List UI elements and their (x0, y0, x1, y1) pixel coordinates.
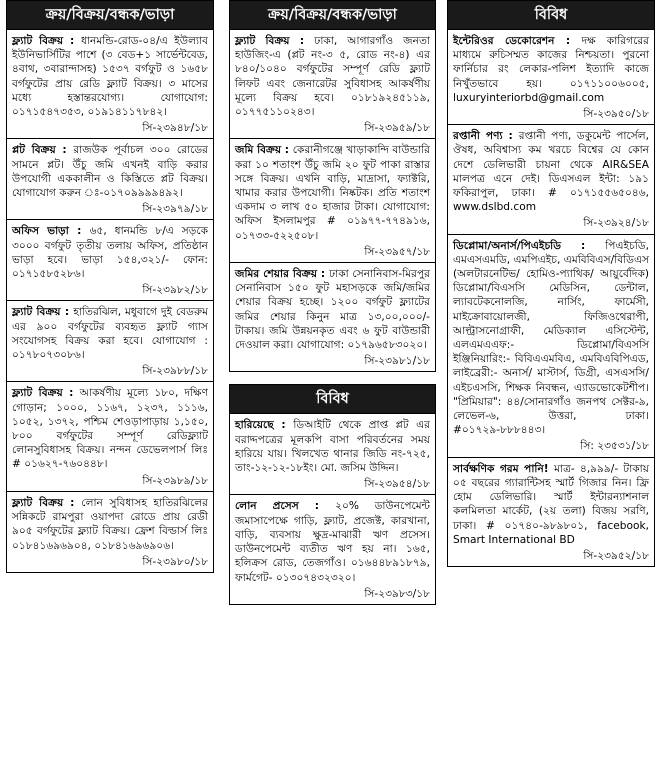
ad-title: প্লট বিক্রয় : (12, 144, 74, 157)
ad-title: রপ্তানী পণ্য : (453, 130, 519, 143)
ad-body: ডিআইটি থেকে প্রাপ্ত প্লট এর বরাদ্দপত্রের মূলকপি বাসা পরিবর্তনের সময় হারিয়ে যায়। খিলখেত থানার জিডি নং-৭২৫, তাং-১২-১২-১৮ইং। মো. জসিম উদ্দিন। (235, 419, 430, 475)
classifieds-column-1 (6, 0, 214, 573)
ad-body: আকর্ষণীয় মূল্যে ১৮০, দক্ষিণ গোড়ান; ১০০০, ১১৬৭, ১২৩৭, ১১১৬, ১০৫২, ১৩৭২, পশ্চিম শেওড়াপাড়ায় ১,১৫০, ৮০০ বর্গফুটের সম্পূর্ণ রেডিফ্ল্যাট লোনসুবিধাসহ বিক্রয়। নন্দন ডেভেলপার্স লিঃ # ০১৬২৭-৭৬০৪৪৮। (12, 387, 208, 471)
ad-body: দক্ষ কারিগরের মাধ্যমে রুচিসম্মত কাজের নিশ্চয়তা। পুরনো ফার্নিচার রং লেকার-পলিশ ইত্যাদি কাজে নিখুঁতভাবে হয়। ০১৭১১০০৬০০৫, luxuryinteriorbd@gmail.com (453, 35, 649, 104)
ad-title: সার্বক্ষণিক গরম পানি! (453, 462, 555, 475)
ad-title: ফ্ল্যাট বিক্রয় : (12, 306, 74, 319)
ad-title: ডিপ্লোমা/অনার্স/পিএইচডি : (453, 239, 606, 252)
ad-body: রাজউক পূর্বাচল ৩০০ রোডের সামনে প্লট। উঁচু জমি এখনই বাড়ি করার উপযোগী এককালীন ও কিস্তিতে প্লট বিক্রয়। যোগাযোগ করুন ঃ-০১৭০৯৯৯৯৪৯২। (12, 144, 208, 200)
ad-code: সি-২৩৯৭৯/১৮ (142, 203, 208, 216)
section-header-misc: বিবিধ (447, 0, 655, 30)
ad-body: ঢাকা, আগারগাঁও জনতা হাউজিং-এ (প্লট নং-৩ ৫, রোড নং-৪) এর ৮৪০/১০৪০ বর্গফুটের সম্পূর্ণ রেডি ফ্ল্যাট লিফট এবং জেনারেটর সুবিধাসহ আকর্ষণীয় মূল্যে বিক্রয় হবে। ০১৮১৯২৪৫১১৯, ০১৭৭৫১১০২৪৩। (235, 35, 430, 119)
ad-body: রপ্তানী পণ্য, ডকুমেন্ট পার্সেল, ঔষধ, অবিশ্বাস্য কম খরচে বিশ্বের যে কোন দেশে ডেলিভারী চায়না থেকে AIR&SEA মালপত্র এনে দেই। ডিএসএল ইন্টা: ১৯১ ফকিরাপুল, ঢাকা। # ০১৭১৫৫৬৫০৪৬, www.dslbd.com (453, 130, 649, 214)
ad-code: সি-২৩৯৫৯/১৮ (364, 122, 430, 135)
ad-code: সি-২৩৯৮২/১৮ (142, 284, 208, 297)
section-header-buy-sell: ক্রয়/বিক্রয়/বন্ধক/ভাড়া (6, 0, 214, 30)
ad-body: লোন সুবিধাসহ হাতিরঝিলের সন্নিকটে রামপুরা ওয়াপদা রোডে প্রায় রেডী ৯০৫ বর্গফুটের ফ্ল্যাট বিক্রয়। ফ্রেশ বিল্ডার্স লিঃ ০১৮৪১৬৯৬৯০৪, ০১৮৪১৬৯৬৯০৬। (12, 496, 209, 552)
ad-body: পিএইচডি, এমএসএমডি, এমপিএইচ, এমবিবিএস/বিডিএস (অলটারনেটিভ/ হোমিও-প্যাথিক/ আয়ুর্বেদিক) ডিপ্লোমা/বিএসসি মেডিসিন, ডেন্টাল, ল্যাবটেকনোলজি, নার্সিং, ফার্মেসী, মাইক্রোবায়োলজী, ফিজিওথেরাপী, আল্ট্রাসনোগ্রাফী, মেডিক্যাল এসিস্টেন্ট, এলএমএএফ:- ডিপ্লোমা/বিএসসি ইঞ্জিনিয়ারিং:- বিবিএএমবিএ, এমবিএবিপিএড, লাইব্রেরী:- অনার্স/ মাস্টার্স, ডিগ্রী, এসএসসি/ এইচএসসি, শিক্ষক নিবন্ধন, এ্যাডভোকেটশীপ। "প্রিমিয়ার": ৪৪/সোনারগাঁও জনপথ সেক্টর-৯, লেভেল-৬, উত্তরা, ঢাকা। #০১৭২৯-৮৮৮৪৪৩। (453, 239, 649, 437)
classified-ad (448, 30, 654, 125)
ad-body: হাতিরঝিল, মধুবাগে দুই বেডরুম এর ৯০০ বর্গফুটের ব্যবহৃত ফ্ল্যাট গ্যাস সংযোগসহ বিক্রয় করা হবে। যোগাযোগ : ০১৭৮০৭৩০৮৬। (12, 306, 208, 362)
section-header-buy-sell: ক্রয়/বিক্রয়/বন্ধক/ভাড়া (229, 0, 436, 30)
ad-code: সি-২৩৯৫৭/১৮ (364, 245, 430, 258)
classifieds-column-3 (447, 0, 655, 567)
classifieds-column-2 (229, 0, 436, 605)
ad-code: সি-২৩৯৮১/১৮ (364, 355, 430, 368)
column-gap (229, 372, 436, 384)
ad-title: ফ্ল্যাট বিক্রয় : (12, 35, 82, 47)
classified-ad (448, 458, 654, 566)
classified-ad (230, 30, 435, 139)
classified-ad (7, 492, 213, 572)
classified-ad (7, 301, 213, 382)
ad-title: জমির শেয়ার বিক্রয় : (235, 268, 330, 281)
ad-code: সি: ২৩৫৩১/১৮ (580, 440, 649, 453)
classified-ad (230, 263, 435, 371)
ad-title: হারিয়েছে : (235, 419, 294, 432)
classified-ad (230, 414, 435, 495)
ad-code: সি-২৩৯৪৮/১৮ (142, 122, 208, 135)
ad-body: ৬৫, ধানমন্ডি ৮/এ সড়কে ৩০০০ বর্গফুট তৃতীয় তলায় অফিস, প্রতিষ্ঠান ভাড়া হবে। ভাড়া ১৫৪,৩২১/- ফোন: ০১৭১৫৮৫২৮৬। (12, 225, 208, 281)
ad-code: সি-২৩৯৮৮/১৮ (142, 365, 208, 378)
ads-box (447, 30, 655, 567)
classified-ad (7, 139, 213, 220)
classified-ad (7, 30, 213, 139)
classified-ad (230, 139, 435, 263)
ad-code: সি-২৩৯৫৪/১৮ (364, 478, 430, 491)
ad-title: ফ্ল্যাট বিক্রয় : (12, 387, 80, 400)
classified-ad (230, 495, 435, 603)
ad-title: লোন প্রসেস : (235, 500, 336, 513)
classified-ad (7, 382, 213, 491)
ad-code: সি-২৩৯৫০/১৮ (583, 108, 649, 121)
ads-box (6, 30, 214, 573)
ad-code: সি-২৩৯৫২/১৮ (583, 549, 649, 562)
ad-code: সি-২৩৯৮৩/১৮ (364, 587, 430, 600)
ads-box (229, 30, 436, 372)
ad-body: ধানমন্ডি-রোড-০৪/এ ইউল্যাব ইউনিভার্সিটির পাশে (৩ বেড+১ সার্ভেন্টবেড, ৪বাথ, ৩বারান্দাসহ) ১৫৩৭ বর্গফুট ও ১৬৫৮ বর্গফুটের প্রায় রেডি ফ্ল্যাট বিক্রয়। ৩ মাসের মধ্যে হস্তান্তরযোগ্য। যোগাযোগ: ০১৭১৫৪৭৩৫৩, ০১৯১৪১১৭৮৪২। (12, 35, 208, 119)
ads-box (229, 414, 436, 604)
ad-title: অফিস ভাড়া : (12, 225, 90, 238)
ad-body: মাত্র- ৪,৯৯৯/- টাকায় ০৫ বছরের গ্যারান্টিসহ স্মার্ট গিজার নিন। ফ্রি হোম ডেলিভারি। স্মার্ট ইন্টারন্যাশনাল কলমিলতা মার্কেট, (২য় তলা) বিজয় সরণি, ঢাকা। # ০১৭৪০-৯৮৯৮০১, facebook, Smart International BD (453, 462, 649, 546)
ad-title: জমি বিক্রয় : (235, 144, 293, 157)
ad-title: ইন্টেরিওর ডেকোরেশন : (453, 35, 582, 47)
ad-body: ২০% ডাউনপেমেন্ট জমাসাপেক্ষে গাড়ি, ফ্ল্যাট, প্রজেক্ট, কারখানা, বাড়ি, ব্যবসায় ক্ষুদ্র-মাঝারী ঋণ প্রসেস। ডাউনপেমেন্ট ব্যতীত ঋণ হয় না। ১৬৫, হলিক্রস রোড, তেজগাঁও। ০১৬৪৪৮৯১৮৭৯, ফার্মগেট- ০১৩০৭৪৩২৩২০। (235, 500, 430, 584)
ad-code: সি-২৩৯২৪/১৮ (583, 217, 649, 230)
ad-code: সি-২৩৯৮৯/১৮ (142, 474, 208, 487)
ad-code: সি-২৩৯৮০/১৮ (142, 555, 208, 568)
ad-body: কেরানীগঞ্জে খাড়াকান্দি বাউন্ডারি করা ১০ শতাংশ উঁচু জমি ২০ ফুট পাকা রাস্তার সঙ্গে বিক্রয়। এখনি বাড়ি, মাদ্রাসা, ফ্যাক্টরি, খামার করার উপযোগী। নিষ্কটক। প্রতি শতাংশ একদাম ৩ লাখ ৫০ হাজার টাকা। যোগাযোগ: অফিস ইসলামপুর # ০১৯৭৭-৭৭৪৯১৬, ০১৭৩৩-৫২২৫০৮। (235, 144, 430, 242)
ad-body: ঢাকা সেনানিবাস-মিরপুর সেনানিবাস ১৫০ ফুট মহাসড়কে জমি/জমির শেয়ার বিক্রয় হচ্ছে। ১২০০ বর্গফুট ফ্ল্যাটের জমির শেয়ার কিনুন মাত্র ১৩,০০,০০০/- টাকায়। জমি উন্নয়নকৃত এবং ৬ ফুট বাউন্ডারী দেওয়াল করা। যোগাযোগ: ০১৭৯৬৫৮৩০২০। (235, 268, 430, 352)
section-header-misc: বিবিধ (229, 384, 436, 414)
classified-ad (7, 220, 213, 301)
ad-title: ফ্ল্যাট বিক্রয় : (12, 496, 82, 509)
classified-ad (448, 235, 654, 458)
ad-title: ফ্ল্যাট বিক্রয় : (235, 35, 315, 47)
classified-ad (448, 125, 654, 234)
